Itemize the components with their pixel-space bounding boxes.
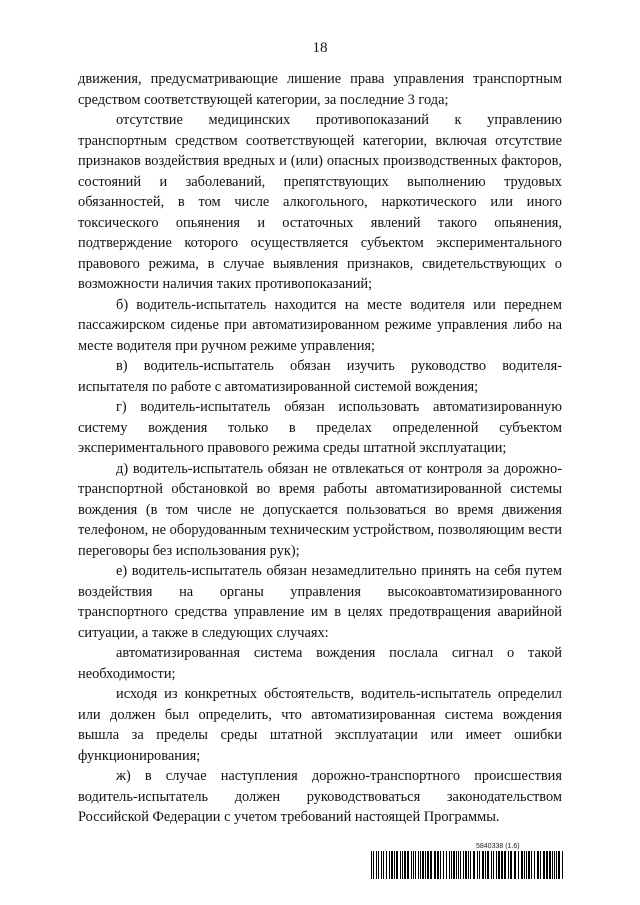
paragraph: автоматизированная система вождения послала сигнал о такой необходимости; — [78, 645, 562, 682]
paragraph: б) водитель-испытатель находится на месте водителя или переднем пассажирском сиденье при автоматизированном режиме управления либо на месте водителя при ручном режиме управления; — [78, 296, 562, 354]
paragraph: г) водитель-испытатель обязан использовать автоматизированную систему вождения только в пределах определенной субъектом экспериментального правового режима среды штатной эксплуатации; — [78, 399, 562, 456]
paragraph: исходя из конкретных обстоятельств, водитель-испытатель определил или должен был определить, что автоматизированная система вождения вышла за пределы среды штатной эксплуатации или имеет ошибки функционирования; — [78, 686, 562, 764]
paragraph: д) водитель-испытатель обязан не отвлекаться от контроля за дорожно-транспортной обстановкой во время работы автоматизированной системы вождения (в том числе не допускается пользоваться во время движения телефоном, не оборудованным техническим устройством, позволяющим вести переговоры без использования рук); — [78, 460, 562, 559]
paragraph: отсутствие медицинских противопоказаний к управлению транспортным средством соответствующей категории, включая отсутствие признаков воздействия вредных и (или) опасных производственных факторов, состояний и заболеваний, препятствующих выполнению трудовых обязанностей, в том числе алкогольного, наркотического или иного токсического опьянения и остаточных явлений такого опьянения, подтверждение которого осуществляется субъектом экспериментального правового режима, в случае выявления признаков, свидетельствующих о возможности наличия таких противопоказаний; — [78, 112, 562, 292]
barcode-image — [371, 851, 563, 879]
page-number: 18 — [312, 40, 328, 56]
document-code: 5840338 (1.6) — [476, 843, 520, 850]
paragraph: е) водитель-испытатель обязан незамедлительно принять на себя путем воздействия на органы управления высокоавтоматизированного транспортного средства управление им в целях предотвращения аварийной ситуации, а также в следующих случаях: — [78, 563, 562, 641]
paragraph: в) водитель-испытатель обязан изучить руководство водителя-испытателя по работе с автоматизированной системой вождения; — [78, 358, 562, 395]
document-body — [78, 69, 562, 828]
paragraph: движения, предусматривающие лишение права управления транспортным средством соответствующей категории, за последние 3 года; — [78, 71, 562, 108]
paragraph: ж) в случае наступления дорожно-транспортного происшествия водитель-испытатель должен руководствоваться законодательством Российской Федерации с учетом требований настоящей Программы. — [78, 768, 562, 825]
